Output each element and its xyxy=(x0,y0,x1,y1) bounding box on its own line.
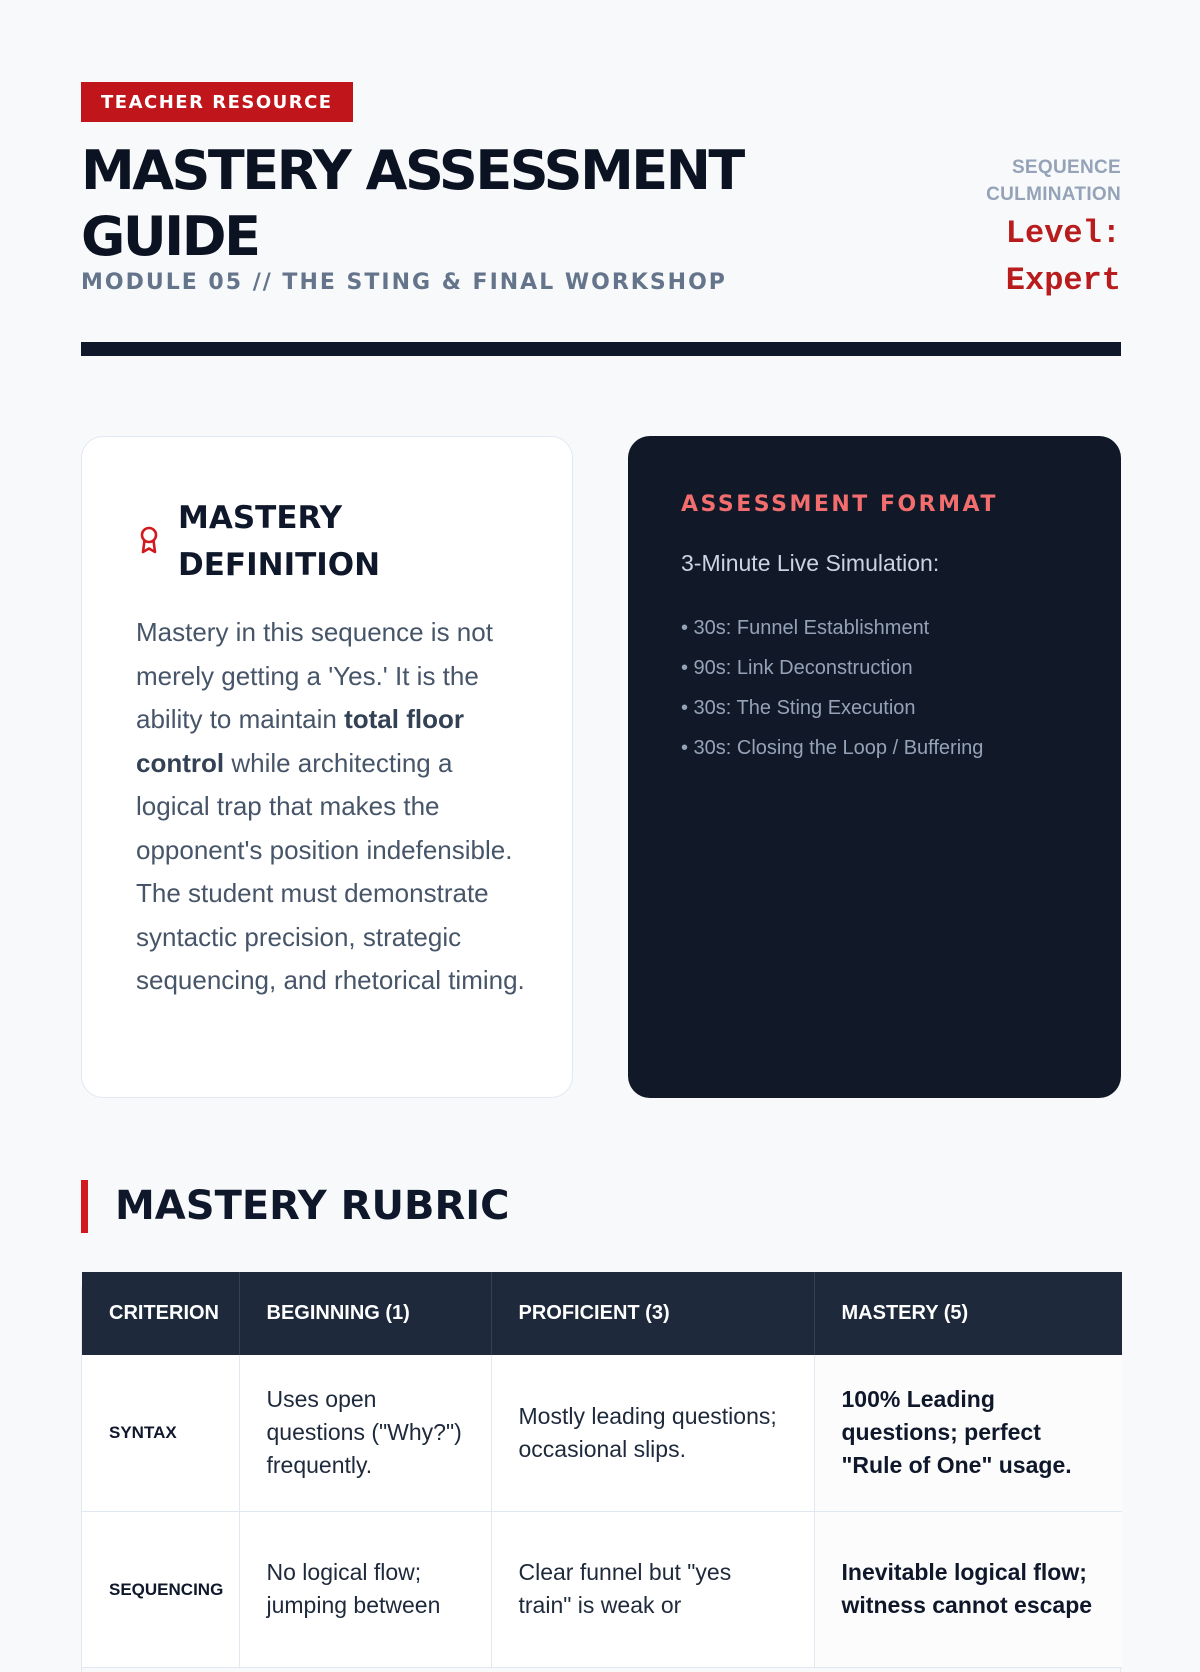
table-header-row xyxy=(82,1272,1122,1355)
assessment-format-card xyxy=(628,436,1121,1098)
mastery-cell: 100% Leading questions; perfect "Rule of One" usage. xyxy=(814,1355,1122,1511)
rubric-table xyxy=(82,1272,1122,1668)
rubric-table-wrapper xyxy=(81,1272,1121,1672)
header-beginning: BEGINNING (1) xyxy=(239,1272,491,1355)
format-list xyxy=(681,608,983,768)
simulation-label: 3-Minute Live Simulation: xyxy=(681,550,940,576)
module-subtitle: MODULE 05 // THE STING & FINAL WORKSHOP xyxy=(81,270,727,295)
table-row xyxy=(82,1511,1122,1667)
format-title: ASSESSMENT FORMAT xyxy=(681,492,998,517)
proficient-cell: Mostly leading questions; occasional slips. xyxy=(491,1355,814,1511)
beginning-cell: Uses open questions ("Why?") frequently. xyxy=(239,1355,491,1511)
rubric-accent-bar xyxy=(81,1180,88,1233)
table-row xyxy=(82,1355,1122,1511)
mastery-cell: Inevitable logical flow; witness cannot escape xyxy=(814,1511,1122,1667)
header-proficient: PROFICIENT (3) xyxy=(491,1272,814,1355)
award-icon xyxy=(138,525,178,560)
header-divider xyxy=(81,342,1121,356)
definition-text-1: Mastery in this sequence is not merely getting a 'Yes.' It is the ability to maintain xyxy=(136,617,493,734)
definition-body xyxy=(136,611,526,1003)
header-criterion: CRITERION xyxy=(82,1272,239,1355)
sequence-info xyxy=(971,154,1121,304)
definition-emphasis: total floor control xyxy=(136,704,464,778)
mastery-definition-card xyxy=(81,436,573,1098)
definition-header xyxy=(138,495,438,589)
list-item: • 30s: Funnel Establishment xyxy=(681,617,930,639)
list-item: • 30s: The Sting Execution xyxy=(681,697,916,719)
page-title: MASTERY ASSESSMENT GUIDE xyxy=(81,139,743,268)
definition-text-2: while architecting a logical trap that makes the opponent's position indefensible. The student must demonstrate syntactic precision, strategic sequencing, and rhetorical timing. xyxy=(136,747,525,995)
criterion-cell: SEQUENCING xyxy=(82,1511,239,1667)
list-item: • 90s: Link Deconstruction xyxy=(681,657,913,679)
proficient-cell: Clear funnel but "yes train" is weak or xyxy=(491,1511,814,1667)
level-label: Level: Expert xyxy=(1005,215,1121,299)
criterion-cell: SYNTAX xyxy=(82,1355,239,1511)
definition-title: MASTERY DEFINITION xyxy=(178,500,381,583)
teacher-resource-badge: TEACHER RESOURCE xyxy=(81,82,353,122)
rubric-title: MASTERY RUBRIC xyxy=(115,1183,510,1229)
list-item: • 30s: Closing the Loop / Buffering xyxy=(681,737,984,759)
beginning-cell: No logical flow; jumping between xyxy=(239,1511,491,1667)
sequence-label: SEQUENCE CULMINATION xyxy=(986,157,1121,205)
header-mastery: MASTERY (5) xyxy=(814,1272,1122,1355)
